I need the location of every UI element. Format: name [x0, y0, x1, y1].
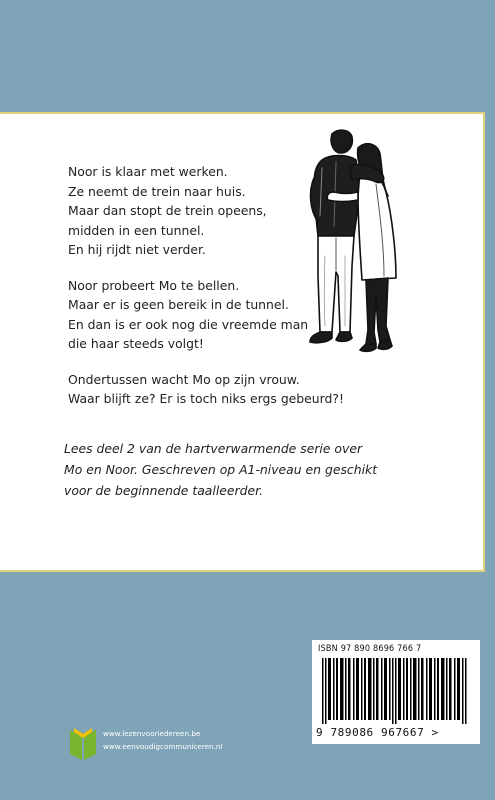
- book-logo-icon: [68, 726, 98, 766]
- text-line: midden in een tunnel.: [68, 222, 205, 238]
- isbn-label: ISBN 97 890 8696 766 7: [318, 644, 422, 654]
- website-link-2[interactable]: www.eenvoudigcommuniceren.nl: [103, 742, 223, 751]
- series-promo: [64, 438, 377, 501]
- text-line: Waar blijft ze? Er is toch niks ergs gebeurd?!: [68, 391, 344, 406]
- promo-line: Lees deel 2 van de hartverwarmende serie over: [64, 441, 363, 456]
- text-line: Noor probeert Mo te bellen.: [68, 277, 240, 293]
- text-line: Noor is klaar met werken.: [68, 164, 228, 179]
- couple-hugging-illustration: [292, 126, 422, 362]
- barcode-bars: [322, 658, 472, 724]
- promo-line: voor de beginnende taalleerder.: [64, 483, 264, 498]
- barcode-block: [312, 640, 480, 744]
- barcode-digits: 9 789086 967667 >: [316, 726, 439, 739]
- text-line: En hij rijdt niet verder.: [68, 242, 206, 257]
- text-line: Maar er is geen bereik in de tunnel.: [68, 297, 289, 312]
- promo-line: Mo en Noor. Geschreven op A1-niveau en geschikt: [64, 462, 378, 477]
- text-line: Maar dan stopt de trein opeens,: [68, 203, 267, 218]
- text-line: Ze neemt de trein naar huis.: [68, 183, 246, 199]
- text-line: Ondertussen wacht Mo op zijn vrouw.: [68, 371, 300, 387]
- publisher-links: [103, 727, 222, 753]
- text-line: die haar steeds volgt!: [68, 336, 204, 351]
- text-line: En dan is er ook nog die vreemde man: [68, 316, 309, 332]
- paragraph-3: [68, 370, 344, 409]
- website-link-1[interactable]: www.lezenvooriedereen.be: [103, 729, 201, 738]
